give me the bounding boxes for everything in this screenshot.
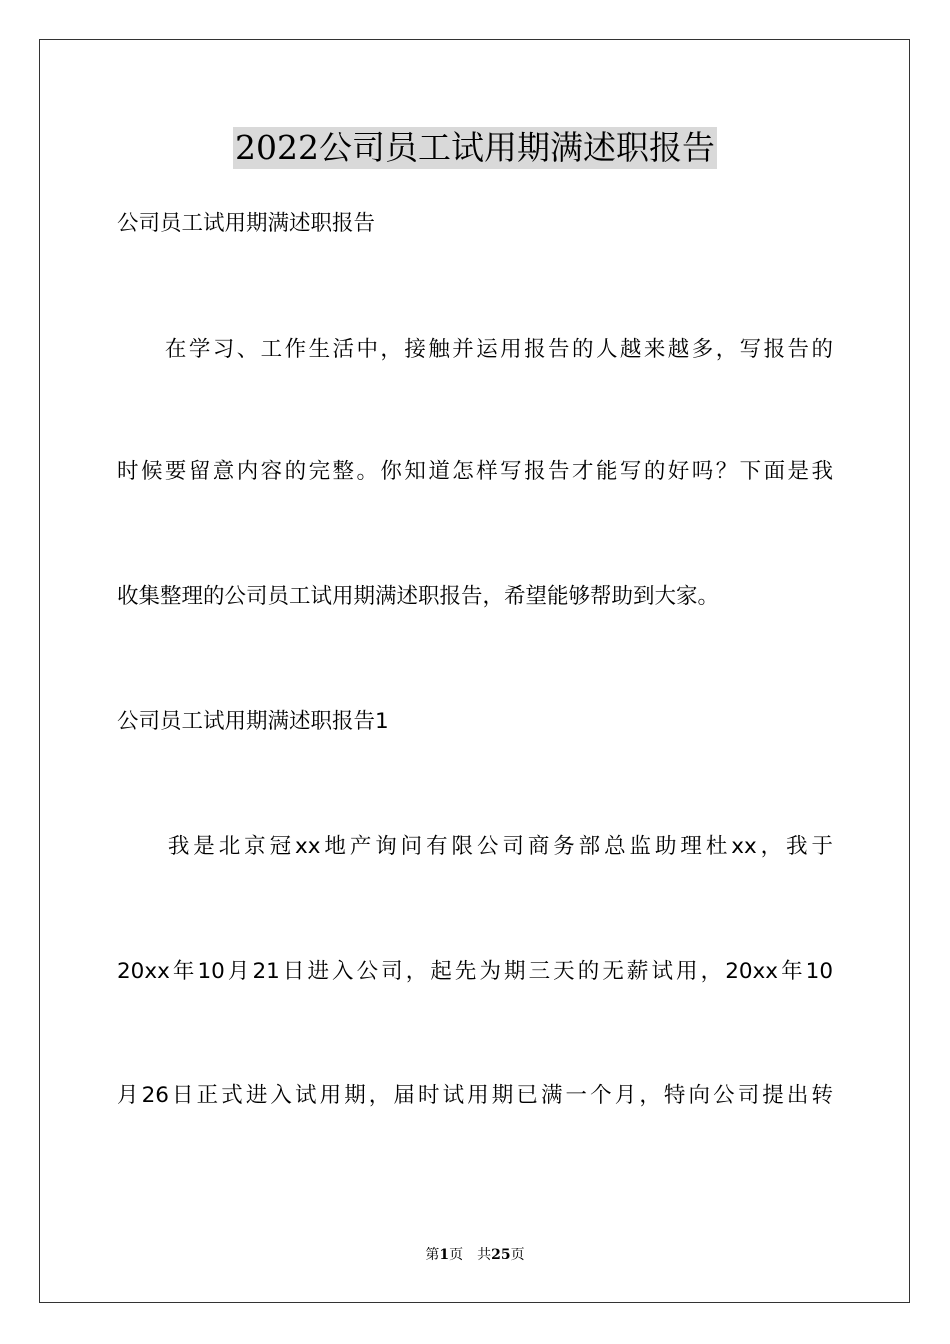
section-line-3: 月26日正式进入试用期，届时试用期已满一个月，特向公司提出转 bbox=[117, 1083, 833, 1108]
footer-page-suffix: 页 bbox=[510, 1247, 525, 1263]
intro-line-3: 收集整理的公司员工试用期满述职报告，希望能够帮助到大家。 bbox=[117, 584, 720, 609]
document-subtitle: 公司员工试用期满述职报告 bbox=[117, 211, 376, 236]
footer-page-prefix: 第 bbox=[425, 1247, 440, 1263]
document-title: 2022公司员工试用期满述职报告 bbox=[235, 128, 715, 167]
footer-page-current: 1 bbox=[439, 1247, 450, 1263]
section-heading: 公司员工试用期满述职报告1 bbox=[117, 709, 389, 734]
section-line-2: 20xx年10月21日进入公司，起先为期三天的无薪试用，20xx年10 bbox=[117, 959, 833, 984]
intro-line-1: 在学习、工作生活中，接触并运用报告的人越来越多，写报告的 bbox=[117, 337, 833, 362]
intro-line-2: 时候要留意内容的完整。你知道怎样写报告才能写的好吗？下面是我 bbox=[117, 459, 833, 484]
footer-page-total: 25 bbox=[491, 1247, 511, 1263]
footer-page-mid: 页 共 bbox=[449, 1247, 492, 1263]
page-footer bbox=[0, 1246, 950, 1264]
section-line-1: 我是北京冠xx地产询问有限公司商务部总监助理杜xx，我于 bbox=[117, 834, 833, 859]
title-container bbox=[0, 127, 950, 169]
